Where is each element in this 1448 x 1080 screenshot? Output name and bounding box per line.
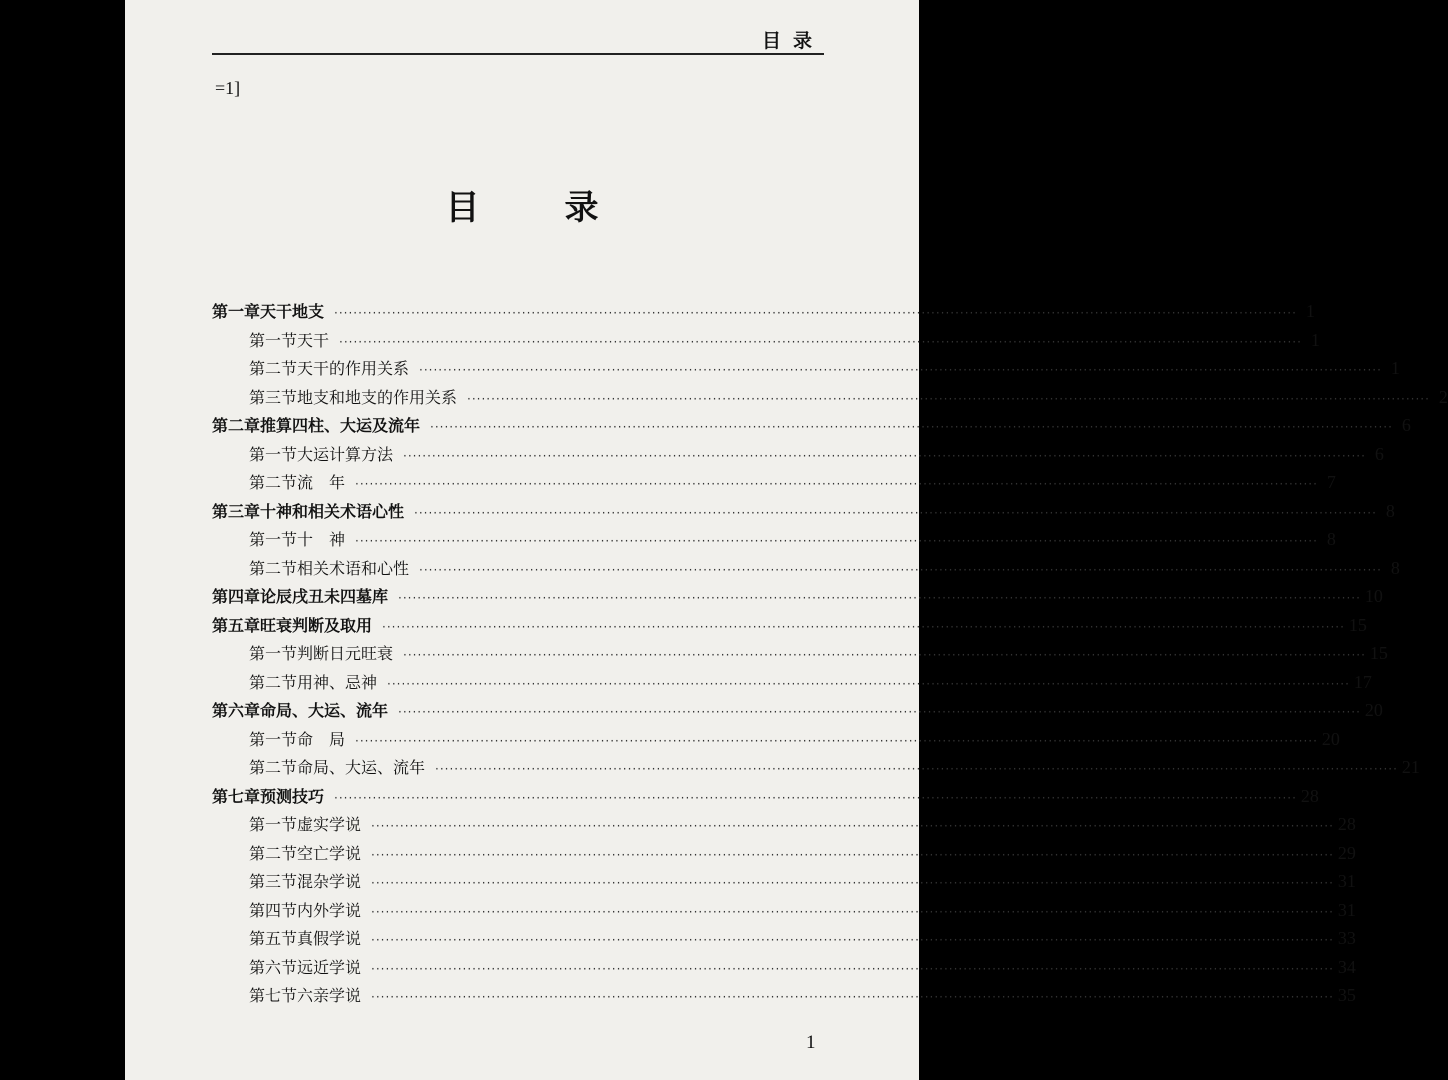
toc-entry-label: 天干的作用关系 xyxy=(297,359,410,378)
toc-entry-label: 六亲学说 xyxy=(297,986,362,1005)
page-title: 目录 xyxy=(445,188,684,228)
toc-section-entry xyxy=(212,470,1336,499)
dot-leader: ········································································································································································································ xyxy=(371,961,1334,976)
toc-entry-page: 15 xyxy=(1369,643,1388,663)
toc-entry-label: 预测技巧 xyxy=(260,786,325,806)
toc-entry-label: 旺衰判断及取用 xyxy=(260,615,373,635)
toc-entry-page: 10 xyxy=(1364,586,1383,606)
toc-entry-label: 命 局 xyxy=(297,729,346,749)
toc-entry-page: 20 xyxy=(1321,728,1340,749)
toc-section-entry xyxy=(212,641,1388,670)
toc-entry-page: 33 xyxy=(1337,928,1356,948)
toc-entry-page: 2 xyxy=(1438,386,1448,407)
dot-leader: ········································································································································································································ xyxy=(467,391,1430,406)
dot-leader: ········································································································································································································ xyxy=(435,762,1398,776)
marginal-note: =1] xyxy=(215,78,241,98)
toc-entry-page: 8 xyxy=(1390,557,1400,578)
toc-entry-page: 1 xyxy=(1390,358,1400,378)
toc-entry-number: 第二节 xyxy=(249,558,298,578)
toc-entry-label: 大运计算方法 xyxy=(297,444,394,464)
dot-leader: ········································································································································································································ xyxy=(371,876,1334,890)
toc-entry-page: 8 xyxy=(1385,500,1395,521)
toc-entry-label: 远近学说 xyxy=(297,957,362,977)
toc-chapter-entry xyxy=(212,299,1315,328)
toc-entry-label: 虚实学说 xyxy=(297,815,362,834)
toc-section-entry xyxy=(212,898,1356,927)
toc-entry-page: 15 xyxy=(1348,614,1367,635)
toc-entry-number: 第二节 xyxy=(249,672,298,692)
dot-leader: ········································································································································································································ xyxy=(398,591,1361,605)
toc-section-entry xyxy=(212,556,1400,585)
toc-entry-label: 十 神 xyxy=(297,530,346,549)
toc-entry-label: 混杂学说 xyxy=(297,872,362,891)
toc-entry-page: 6 xyxy=(1374,443,1384,464)
toc-entry-label: 流 年 xyxy=(297,473,346,492)
dot-leader: ········································································································································································································ xyxy=(398,705,1361,719)
toc-entry-page: 28 xyxy=(1300,785,1319,806)
dot-leader: ········································································································································································································ xyxy=(371,819,1334,833)
toc-section-entry xyxy=(212,926,1356,955)
toc-entry-label: 论辰戌丑未四墓库 xyxy=(260,587,389,606)
dot-leader: ········································································································································································································ xyxy=(419,562,1382,577)
toc-entry-label: 相关术语和心性 xyxy=(297,558,410,578)
toc-entry-number: 第一节 xyxy=(249,444,298,464)
toc-chapter-entry xyxy=(212,413,1411,442)
book-page xyxy=(125,0,1448,1080)
toc-entry-label: 用神、忌神 xyxy=(297,672,378,692)
toc-entry-page: 34 xyxy=(1337,956,1356,977)
toc-entry-number: 第四节 xyxy=(249,900,298,920)
toc-entry-page: 17 xyxy=(1353,671,1372,692)
dot-leader: ········································································································································································································ xyxy=(371,933,1334,947)
page-number: 1 xyxy=(806,1032,816,1053)
toc-entry-number: 第二节 xyxy=(249,473,298,492)
toc-section-entry xyxy=(212,385,1448,414)
dot-leader: ········································································································································································································ xyxy=(382,619,1345,634)
toc-section-entry xyxy=(212,727,1340,756)
dot-leader: ········································································································································································································ xyxy=(387,676,1350,691)
toc-entry-number: 第一章 xyxy=(212,302,261,321)
toc-section-entry xyxy=(212,812,1356,841)
toc-entry-page: 7 xyxy=(1326,472,1336,492)
toc-entry-number: 第二章 xyxy=(212,416,261,435)
header-rule xyxy=(212,53,824,55)
toc-entry-label: 天干 xyxy=(297,330,330,350)
toc-entry-label: 判断日元旺衰 xyxy=(297,644,394,663)
toc-entry-number: 第六章 xyxy=(212,701,261,720)
toc-entry-number: 第一节 xyxy=(249,729,298,749)
toc-entry-page: 28 xyxy=(1337,814,1356,834)
toc-entry-number: 第七节 xyxy=(249,986,298,1005)
dot-leader: ········································································································································································································ xyxy=(430,420,1393,434)
toc-entry-number: 第三节 xyxy=(249,872,298,891)
toc-entry-label: 空亡学说 xyxy=(297,843,362,863)
toc-entry-label: 命局、大运、流年 xyxy=(297,758,426,777)
toc-entry-page: 1 xyxy=(1305,301,1315,321)
toc-entry-label: 地支和地支的作用关系 xyxy=(297,387,458,407)
toc-entry-page: 31 xyxy=(1337,899,1356,920)
running-head: 目录 xyxy=(761,30,824,52)
dot-leader: ········································································································································································································ xyxy=(419,363,1382,377)
toc-section-entry xyxy=(212,755,1420,784)
toc-entry-page: 20 xyxy=(1364,700,1383,720)
toc-section-entry xyxy=(212,527,1336,556)
dot-leader: ········································································································································································································ xyxy=(414,505,1377,520)
toc-entry-label: 命局、大运、流年 xyxy=(260,701,389,720)
dot-leader: ········································································································································································································ xyxy=(403,648,1366,662)
dot-leader: ········································································································································································································ xyxy=(371,847,1334,862)
toc-chapter-entry xyxy=(212,584,1383,613)
toc-entry-number: 第三章 xyxy=(212,501,261,521)
toc-entry-page: 29 xyxy=(1337,842,1356,863)
toc-entry-page: 1 xyxy=(1310,329,1320,350)
dot-leader: ········································································································································································································ xyxy=(355,534,1318,548)
toc-section-entry xyxy=(212,869,1356,898)
toc-entry-page: 21 xyxy=(1401,757,1420,777)
toc-entry-label: 真假学说 xyxy=(297,929,362,948)
toc-entry-number: 第五节 xyxy=(249,929,298,948)
toc-section-entry xyxy=(212,328,1320,357)
toc-entry-label: 推算四柱、大运及流年 xyxy=(260,416,421,435)
toc-section-entry xyxy=(212,841,1356,870)
toc-entry-number: 第一节 xyxy=(249,815,298,834)
toc-entry-number: 第一节 xyxy=(249,644,298,663)
toc-entry-number: 第七章 xyxy=(212,786,261,806)
dot-leader: ········································································································································································································ xyxy=(339,334,1302,349)
dot-leader: ········································································································································································································ xyxy=(371,990,1334,1004)
toc-entry-number: 第五章 xyxy=(212,615,261,635)
toc-section-entry xyxy=(212,356,1400,385)
toc-entry-number: 第二节 xyxy=(249,359,298,378)
toc-entry-page: 31 xyxy=(1337,871,1356,891)
dot-leader: ········································································································································································································ xyxy=(371,904,1334,919)
toc-entry-number: 第二节 xyxy=(249,843,298,863)
toc-entry-page: 35 xyxy=(1337,985,1356,1005)
toc-entry-number: 第四章 xyxy=(212,587,261,606)
toc-section-entry xyxy=(212,955,1356,984)
toc-entry-label: 天干地支 xyxy=(260,302,325,321)
dot-leader: ········································································································································································································ xyxy=(355,733,1318,748)
toc-section-entry xyxy=(212,670,1372,699)
toc-entry-number: 第一节 xyxy=(249,330,298,350)
dot-leader: ········································································································································································································ xyxy=(355,477,1318,491)
dot-leader: ········································································································································································································ xyxy=(334,790,1297,805)
toc-entry-page: 8 xyxy=(1326,529,1336,549)
toc-entry-label: 十神和相关术语心性 xyxy=(260,501,405,521)
toc-section-entry xyxy=(212,442,1384,471)
toc-entry-label: 内外学说 xyxy=(297,900,362,920)
toc-section-entry xyxy=(212,983,1356,1012)
dot-leader: ········································································································································································································ xyxy=(403,448,1366,463)
toc-chapter-entry xyxy=(212,698,1383,727)
toc-chapter-entry xyxy=(212,784,1319,813)
toc-entry-page: 6 xyxy=(1401,415,1411,435)
toc-entry-number: 第六节 xyxy=(249,957,298,977)
toc-entry-number: 第一节 xyxy=(249,530,298,549)
dot-leader: ········································································································································································································ xyxy=(334,306,1297,320)
table-of-contents xyxy=(212,299,1448,1012)
toc-chapter-entry xyxy=(212,613,1367,642)
toc-chapter-entry xyxy=(212,499,1395,528)
toc-entry-number: 第二节 xyxy=(249,758,298,777)
toc-entry-number: 第三节 xyxy=(249,387,298,407)
